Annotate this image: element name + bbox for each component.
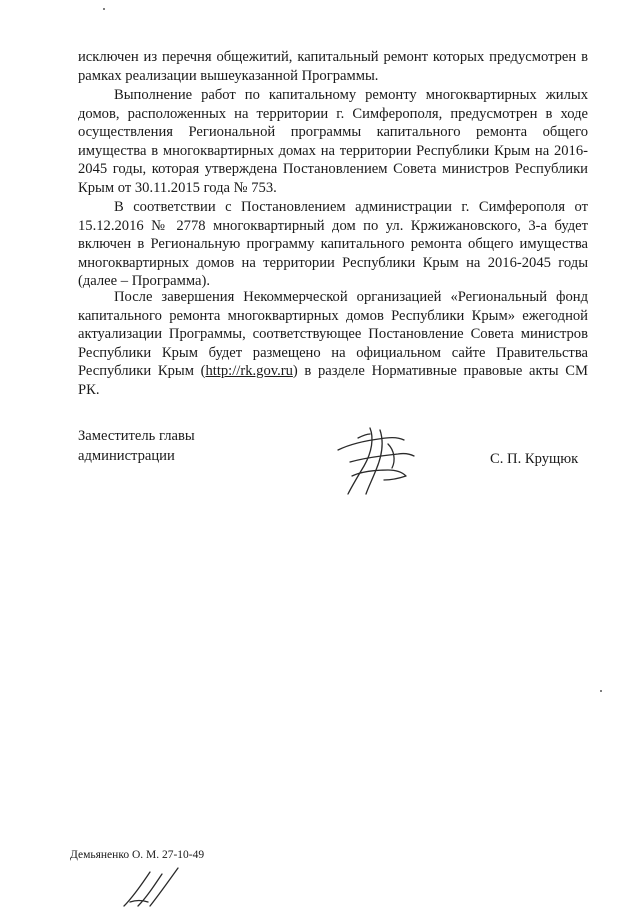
signatory-position-line-1: Заместитель главы — [78, 428, 195, 444]
paragraph-4-text-end: ) в разделе Нормативные правовые акты СМ РК. — [78, 363, 588, 398]
executor-contact: Демьяненко О. М. 27-10-49 — [70, 849, 205, 861]
scan-speck — [103, 8, 105, 10]
paragraph-4 — [78, 288, 588, 400]
handwritten-signature — [330, 420, 420, 500]
signatory-position — [78, 426, 195, 466]
scan-speck — [600, 690, 602, 692]
signatory-position-line-2: администрации — [78, 448, 175, 464]
paragraph-3: В соответствии с Постановлением администрации г. Симферополя от 15.12.2016 № 2778 многоквартирный дом по ул. Кржижановского, 3-а будет включен в Региональную программу капитального ремонта общего имущества многоквартирных домов на территории Республики Крым на 2016-2045 годы (далее – Программа). — [78, 199, 588, 290]
paragraph-1: исключен из перечня общежитий, капитальный ремонт которых предусмотрен в рамках реализации вышеуказанной Программы. — [78, 49, 588, 84]
paragraph-2: Выполнение работ по капитальному ремонту многоквартирных жилых домов, расположенных на территории г. Симферополя, предусмотрен в ходе осуществления Региональной программы капитального ремонта общего имущества в многоквартирных домах на территории Республики Крым на 2016-2045 годы, которая утверждена Постановлением Совета министров Республики Крым от 30.11.2015 года № 753. — [78, 87, 588, 196]
government-website-link[interactable]: http://rk.gov.ru — [205, 363, 293, 380]
handwritten-initials — [120, 862, 190, 910]
signatory-name: С. П. Крущюк — [490, 451, 579, 467]
paragraph-4-text-start: После завершения Некоммерческой организацией «Региональный фонд капитального ремонта многоквартирных домов Республики Крым» ежегодной актуализации Программы, соответствующее Постановление Совета министров Республики Крым будет размещено на официальном сайте Правительства Республики Крым ( — [78, 289, 588, 380]
